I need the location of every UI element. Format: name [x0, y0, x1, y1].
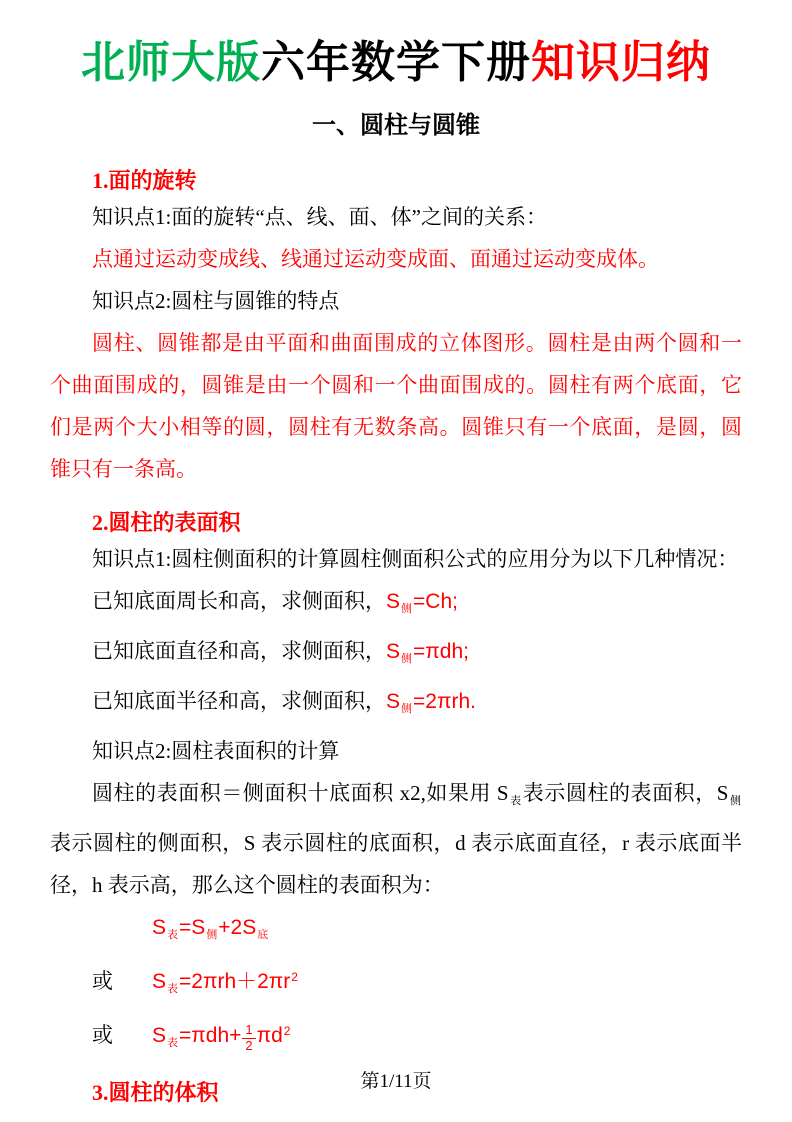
- document-title: [50, 38, 742, 89]
- f1-equation-2: +2S: [218, 915, 257, 939]
- case-1-subscript: 侧: [401, 602, 413, 615]
- section-1-heading: 1.面的旋转: [92, 167, 197, 193]
- case-3-equation: =2πrh.: [413, 689, 476, 713]
- chapter-heading: 一、圆柱与圆锥: [312, 112, 480, 139]
- case-2-subscript: 侧: [401, 652, 413, 665]
- surface-formula-3: [152, 1022, 291, 1053]
- f3-subscript: 表: [167, 1036, 179, 1049]
- section-2-heading: 2.圆柱的表面积: [92, 509, 241, 535]
- case-3-symbol: S: [386, 689, 401, 713]
- fraction-one-half: [242, 1023, 255, 1053]
- or-label-2: 或: [92, 1022, 113, 1047]
- case-2-label: 已知底面直径和高，求侧面积，: [92, 638, 386, 663]
- s2-knowledge-point-2: 知识点2:圆柱表面积的计算: [92, 738, 340, 763]
- fraction-denominator: 2: [245, 1037, 253, 1053]
- s1-knowledge-point-1: 知识点1:面的旋转“点、线、面、体”之间的关系：: [92, 204, 547, 229]
- s2-surface-area-paragraph: [50, 772, 742, 906]
- f1-subscript-3: 底: [257, 928, 269, 941]
- f1-subscript-2: 侧: [206, 928, 218, 941]
- surface-subscript-2: 侧: [729, 794, 742, 807]
- f1-symbol: S: [152, 915, 167, 939]
- case-2-equation: =πdh;: [413, 639, 469, 663]
- s2-case-3: [50, 680, 742, 730]
- s2-case-1: [50, 580, 742, 630]
- s2-case-2: [50, 630, 742, 680]
- s1-knowledge-point-2-answer: 圆柱、圆锥都是由平面和曲面围成的立体图形。圆柱是由两个圆和一个曲面围成的，圆锥是由一个圆和一个曲面围成的。圆柱有两个底面，它们是两个大小相等的圆，圆柱有无数条高。圆锥只有一个底面，是圆，圆锥只有一条高。: [50, 330, 742, 481]
- f2-equation: =2πrh＋2πr: [179, 969, 291, 993]
- surface-text-2: 表示圆柱的表面积，S: [522, 780, 729, 805]
- f1-subscript-1: 表: [167, 928, 179, 941]
- surface-formula-1: [152, 916, 269, 939]
- surface-formula-1-line: [50, 906, 742, 956]
- surface-text-3: 表示圆柱的侧面积，S 表示圆柱的底面积，d 表示底面直径，r 表示底面半径，h 表示高，那么这个圆柱的表面积为：: [50, 830, 742, 897]
- title-edition: 北师大版: [81, 38, 261, 87]
- f3-equation-1: =πdh+: [179, 1023, 242, 1047]
- case-2-symbol: S: [386, 639, 401, 663]
- fraction-numerator: 1: [242, 1023, 255, 1038]
- f2-subscript: 表: [167, 982, 179, 995]
- surface-formula-3-line: [50, 1010, 742, 1064]
- title-subject: 六年数学下册: [261, 38, 531, 87]
- case-1-symbol: S: [386, 589, 401, 613]
- page-number: 第1/11页: [360, 1071, 432, 1092]
- f3-equation-2: πd: [256, 1023, 283, 1047]
- section-3-heading: 3.圆柱的体积: [92, 1079, 219, 1105]
- f3-superscript: 2: [283, 1023, 291, 1038]
- f2-superscript: 2: [291, 969, 298, 984]
- s1-knowledge-point-1-answer: 点通过运动变成线、线通过运动变成面、面通过运动变成体。: [92, 246, 659, 271]
- case-1-label: 已知底面周长和高，求侧面积，: [92, 588, 386, 613]
- surface-formula-2: [152, 970, 298, 993]
- surface-formula-2-line: [50, 956, 742, 1010]
- surface-text-1: 圆柱的表面积＝侧面积十底面积 x2,如果用 S: [92, 780, 509, 805]
- case-2-formula: [386, 640, 469, 663]
- title-suffix: 知识归纳: [531, 38, 711, 87]
- case-3-label: 已知底面半径和高，求侧面积，: [92, 688, 386, 713]
- or-label-1: 或: [92, 968, 113, 993]
- f1-equation-1: =S: [179, 915, 206, 939]
- s2-knowledge-point-1: 知识点1:圆柱侧面积的计算圆柱侧面积公式的应用分为以下几种情况：: [92, 546, 739, 571]
- surface-subscript-1: 表: [509, 794, 522, 807]
- f3-symbol: S: [152, 1023, 167, 1047]
- case-3-formula: [386, 690, 476, 713]
- f2-symbol: S: [152, 969, 167, 993]
- s1-knowledge-point-2: 知识点2:圆柱与圆锥的特点: [92, 288, 340, 313]
- case-1-equation: =Ch;: [413, 589, 458, 613]
- case-3-subscript: 侧: [401, 702, 413, 715]
- case-1-formula: [386, 590, 458, 613]
